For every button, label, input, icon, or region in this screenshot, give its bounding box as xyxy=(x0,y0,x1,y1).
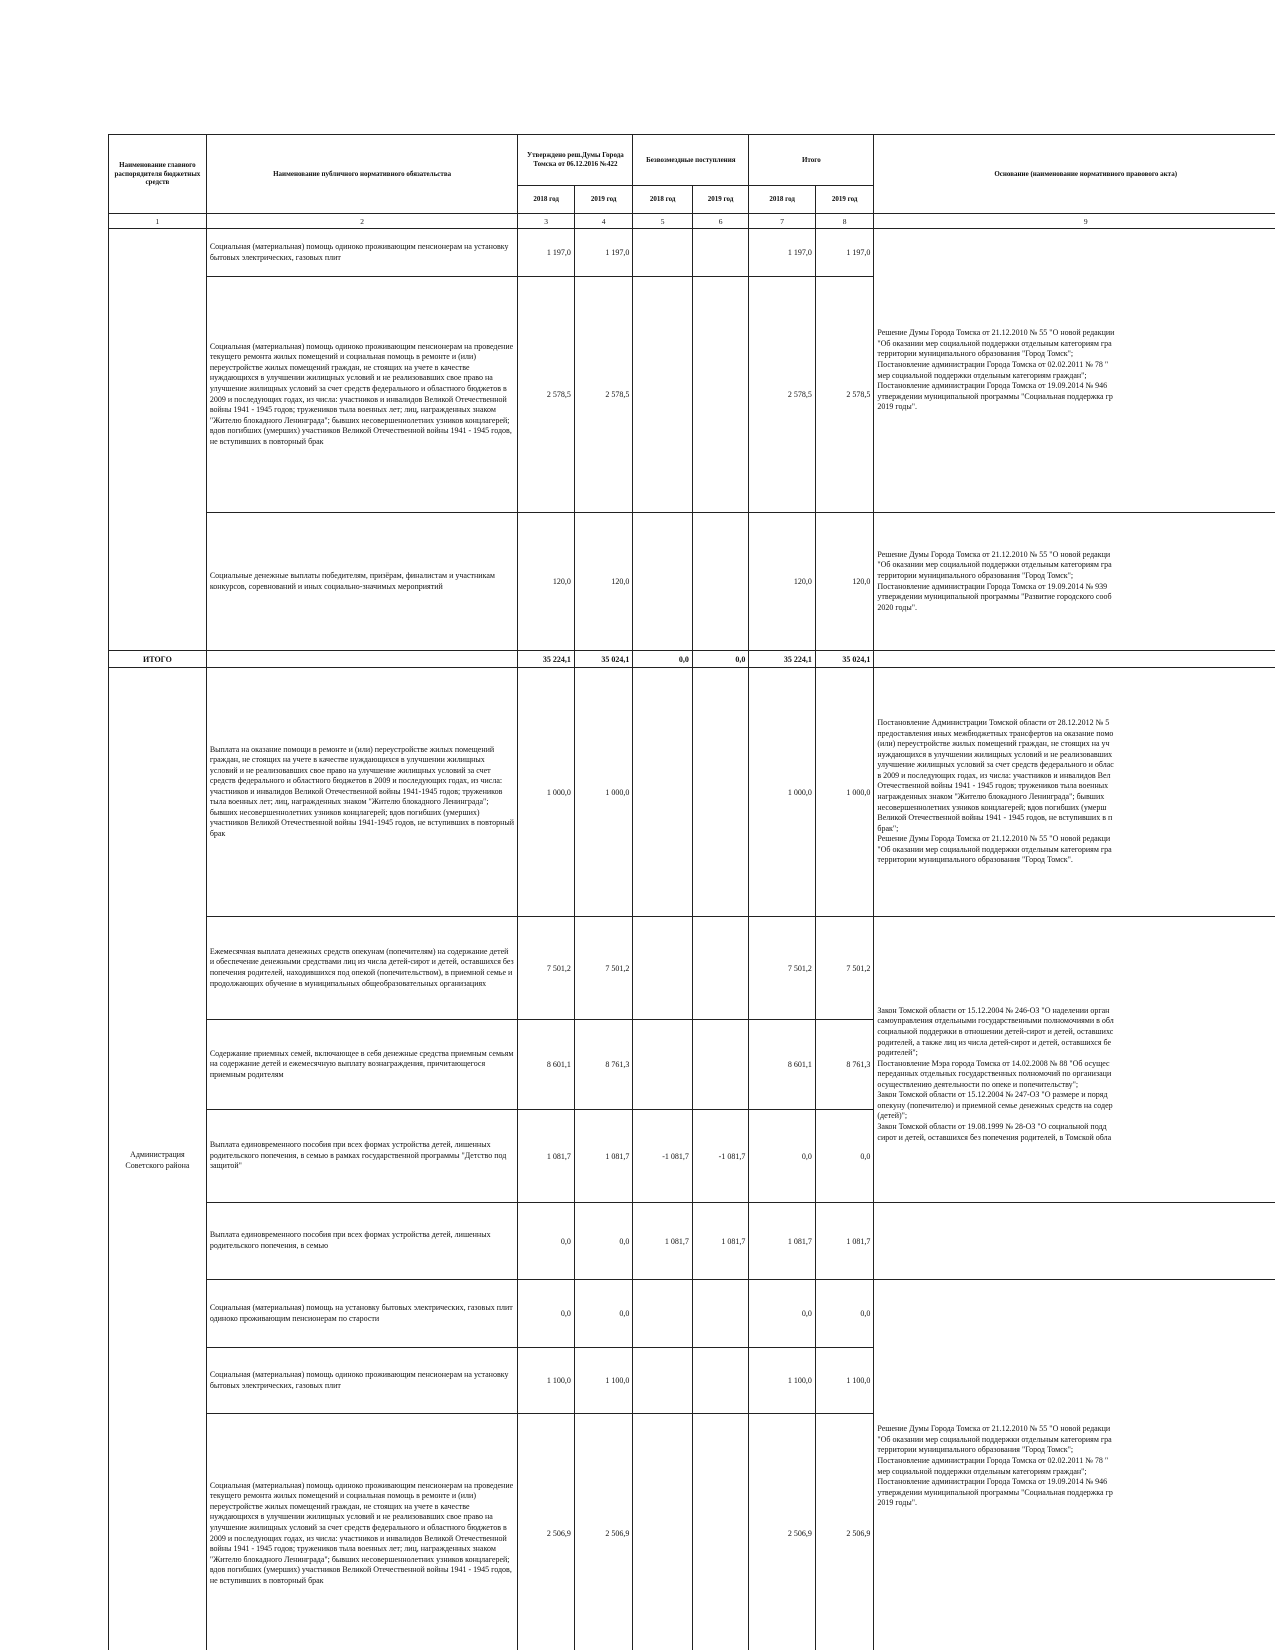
table-row xyxy=(109,917,1275,1020)
value-total-2018: 2 506,9 xyxy=(749,1414,816,1650)
value-approved-2018: 120,0 xyxy=(518,513,574,651)
value-approved-2018: 8 601,1 xyxy=(518,1020,574,1110)
total-free-2018: 0,0 xyxy=(633,651,692,668)
year-2019: 2019 год xyxy=(815,186,874,214)
value-total-2019: 0,0 xyxy=(815,1110,874,1203)
obligation-description: Социальная (материальная) помощь одиноко проживающим пенсионерам на проведение текущего ремонта жилых помещений и социальная помощь в ремонте и (или) переустройстве жилых помещений граждан, не стоящих на учете в качестве нуждающихся в улучшении жилищных условий и не реализовавших свое право на улучшение жилищных условий за счет средств федерального и областного бюджетов в 2009 и последующих годах, из числа: участников и инвалидов Великой Отечественной войны 1941 - 1945 годов; тружеников тыла военных лет; лиц, награжденных знаком "Жителю блокадного Ленинграда"; бывших несовершеннолетних узников концлагерей; вдов погибших (умерших) участников Великой Отечественной войны 1941 - 1945 годов, не вступивших в повторный брак xyxy=(206,1414,518,1650)
value-total-2018: 1 197,0 xyxy=(749,229,816,277)
legal-basis-empty xyxy=(874,1203,1275,1280)
column-numbers-row xyxy=(109,214,1275,229)
obligation-description: Выплата единовременного пособия при всех формах устройства детей, лишенных родительского попечения, в семью xyxy=(206,1203,518,1280)
value-approved-2018: 0,0 xyxy=(518,1203,574,1280)
legal-basis xyxy=(874,668,1275,917)
value-approved-2019: 0,0 xyxy=(574,1280,632,1348)
budget-obligations-table xyxy=(108,134,1275,1650)
value-total-2019: 2 578,5 xyxy=(815,277,874,513)
value-free-2018 xyxy=(633,1348,692,1414)
legal-basis xyxy=(874,229,1275,513)
table-row xyxy=(109,1203,1275,1280)
total-free-2019: 0,0 xyxy=(692,651,748,668)
total-basis-empty xyxy=(874,651,1275,668)
value-approved-2018: 7 501,2 xyxy=(518,917,574,1020)
value-total-2019: 2 506,9 xyxy=(815,1414,874,1650)
value-approved-2019: 2 578,5 xyxy=(574,277,632,513)
value-approved-2019: 8 761,3 xyxy=(574,1020,632,1110)
column-number: 8 xyxy=(815,214,874,229)
column-number: 9 xyxy=(874,214,1275,229)
value-approved-2018: 2 578,5 xyxy=(518,277,574,513)
table-row xyxy=(109,1280,1275,1348)
column-number: 4 xyxy=(574,214,632,229)
obligation-description: Социальная (материальная) помощь одиноко проживающим пенсионерам на проведение текущего ремонта жилых помещений и социальная помощь в ремонте и (или) переустройстве жилых помещений граждан, не стоящих на учете в качестве нуждающихся в улучшении жилищных условий и не реализовавших свое право на улучшение жилищных условий за счет средств федерального и областного бюджетов в 2009 и последующих годах, из числа: участников и инвалидов Великой Отечественной войны 1941 - 1945 годов; тружеников тыла военных лет; лиц, награжденных знаком "Жителю блокадного Ленинграда"; бывших несовершеннолетних узников концлагерей; вдов погибших (умерших) участников Великой Отечественной войны 1941 - 1945 годов, не вступивших в повторный брак xyxy=(206,277,518,513)
obligation-description: Социальная (материальная) помощь одиноко проживающим пенсионерам на установку бытовых электрических, газовых плит xyxy=(206,1348,518,1414)
total-total-2019: 35 024,1 xyxy=(815,651,874,668)
header-col1: Наименование главного распорядителя бюджетных средств xyxy=(109,135,207,214)
value-approved-2018: 0,0 xyxy=(518,1280,574,1348)
value-approved-2019: 1 000,0 xyxy=(574,668,632,917)
obligation-description: Выплата на оказание помощи в ремонте и (или) переустройстве жилых помещений граждан, не стоящих на учете в качестве нуждающихся в улучшении жилищных условий и не реализовавших свое право на улучшение жилищных условий за счет средств федерального и областного бюджетов в 2009 и последующих годах, из числа: участников и инвалидов Великой Отечественной войны 1941-1945 годов; тружеников тыла военных лет; лиц, награжденных знаком "Жителю блокадного Ленинграда"; бывших несовершеннолетних узников концлагерей; вдов погибших (умерших) участников Великой Отечественной войны 1941-1945 годов, не вступивших в повторный брак xyxy=(206,668,518,917)
total-row xyxy=(109,651,1275,668)
year-2018: 2018 год xyxy=(518,186,574,214)
obligation-description: Социальная (материальная) помощь одиноко проживающим пенсионерам на установку бытовых электрических, газовых плит xyxy=(206,229,518,277)
total-approved-2019: 35 024,1 xyxy=(574,651,632,668)
value-free-2018 xyxy=(633,513,692,651)
value-total-2018: 1 100,0 xyxy=(749,1348,816,1414)
value-free-2019 xyxy=(692,917,748,1020)
value-free-2019 xyxy=(692,1020,748,1110)
legal-basis-text: Решение Думы Города Томска от 21.12.2010 № 55 "О новой редакци "Об оказании мер социальной поддержки отдельным категориям гра территории муниципального образования "Город Томск"; Постановление администрации Города Томска от 02.02.2011 № 78 " мер социальной поддержки отдельным категориям граждан"; Постановление администрации Города Томска от 19.09.2014 № 946 утверждении муниципальной программы "Социальная поддержка гр 2019 годы". xyxy=(877,1424,1113,1508)
value-free-2018 xyxy=(633,668,692,917)
value-total-2018: 0,0 xyxy=(749,1110,816,1203)
value-free-2018 xyxy=(633,1280,692,1348)
legal-basis xyxy=(874,917,1275,1203)
table-row xyxy=(109,229,1275,277)
value-free-2018 xyxy=(633,229,692,277)
value-total-2019: 0,0 xyxy=(815,1280,874,1348)
obligation-description: Социальные денежные выплаты победителям, призёрам, финалистам и участникам конкурсов, соревнований и иных социально-значимых мероприятий xyxy=(206,513,518,651)
value-approved-2018: 1 100,0 xyxy=(518,1348,574,1414)
total-approved-2018: 35 224,1 xyxy=(518,651,574,668)
legal-basis xyxy=(874,513,1275,651)
value-approved-2019: 1 100,0 xyxy=(574,1348,632,1414)
column-number: 6 xyxy=(692,214,748,229)
value-total-2019: 1 081,7 xyxy=(815,1203,874,1280)
value-approved-2019: 0,0 xyxy=(574,1203,632,1280)
year-2019: 2019 год xyxy=(692,186,748,214)
header-free-receipts: Безвозмездные поступления xyxy=(633,135,749,186)
value-free-2019 xyxy=(692,229,748,277)
value-free-2019 xyxy=(692,668,748,917)
year-2018: 2018 год xyxy=(633,186,692,214)
value-free-2018 xyxy=(633,917,692,1020)
header-total: Итого xyxy=(749,135,874,186)
value-total-2018: 2 578,5 xyxy=(749,277,816,513)
value-free-2019: 1 081,7 xyxy=(692,1203,748,1280)
value-approved-2018: 1 000,0 xyxy=(518,668,574,917)
value-total-2018: 1 081,7 xyxy=(749,1203,816,1280)
header-col2: Наименование публичного нормативного обязательства xyxy=(206,135,518,214)
value-total-2018: 8 601,1 xyxy=(749,1020,816,1110)
table-row xyxy=(109,668,1275,917)
value-free-2019 xyxy=(692,513,748,651)
header-approved: Утверждено реш.Думы Города Томска от 06.12.2016 №422 xyxy=(518,135,633,186)
value-total-2018: 1 000,0 xyxy=(749,668,816,917)
value-free-2018 xyxy=(633,1020,692,1110)
obligation-description: Социальная (материальная) помощь на установку бытовых электрических, газовых плит одиноко проживающим пенсионерам по старости xyxy=(206,1280,518,1348)
legal-basis-text: Решение Думы Города Томска от 21.12.2010 № 55 "О новой редакци "Об оказании мер социальной поддержки отдельным категориям гра территории муниципального образования "Город Томск"; Постановление администрации Города Томска от 19.09.2014 № 939 утверждении муниципальной программы "Развитие городского сооб 2020 годы". xyxy=(877,549,1112,612)
column-number: 1 xyxy=(109,214,207,229)
value-approved-2019: 7 501,2 xyxy=(574,917,632,1020)
value-total-2018: 0,0 xyxy=(749,1280,816,1348)
column-number: 5 xyxy=(633,214,692,229)
header-basis: Основание (наименование нормативного правового акта) xyxy=(874,135,1275,214)
value-approved-2019: 1 197,0 xyxy=(574,229,632,277)
table-row xyxy=(109,513,1275,651)
owner-cell: Администрация Советского района xyxy=(109,668,207,1650)
value-total-2019: 120,0 xyxy=(815,513,874,651)
value-total-2018: 7 501,2 xyxy=(749,917,816,1020)
legal-basis-text: Решение Думы Города Томска от 21.12.2010 № 55 "О новой редакции "Об оказании мер социальной поддержки отдельным категориям гра территории муниципального образования "Город Томск"; Постановление администрации Города Томска от 02.02.2011 № 78 " мер социальной поддержки отдельным категориям граждан"; Постановление администрации Города Томска от 19.09.2014 № 946 утверждении муниципальной программы "Социальная поддержка гр 2019 годы". xyxy=(877,328,1115,412)
value-total-2019: 1 197,0 xyxy=(815,229,874,277)
value-approved-2018: 1 081,7 xyxy=(518,1110,574,1203)
value-approved-2019: 2 506,9 xyxy=(574,1414,632,1650)
value-approved-2018: 2 506,9 xyxy=(518,1414,574,1650)
value-approved-2019: 120,0 xyxy=(574,513,632,651)
value-approved-2019: 1 081,7 xyxy=(574,1110,632,1203)
legal-basis xyxy=(874,1280,1275,1650)
value-total-2019: 1 100,0 xyxy=(815,1348,874,1414)
value-total-2019: 7 501,2 xyxy=(815,917,874,1020)
value-free-2019 xyxy=(692,1414,748,1650)
total-total-2018: 35 224,1 xyxy=(749,651,816,668)
value-free-2019 xyxy=(692,1348,748,1414)
value-total-2019: 1 000,0 xyxy=(815,668,874,917)
obligation-description: Выплата единовременного пособия при всех формах устройства детей, лишенных родительского попечения, в семью в рамках государственной программы "Детство под защитой" xyxy=(206,1110,518,1203)
value-free-2019: -1 081,7 xyxy=(692,1110,748,1203)
obligation-description: Ежемесячная выплата денежных средств опекунам (попечителям) на содержание детей и обеспечение денежными средствами лиц из числа детей-сирот и детей, оставшихся без попечения родителей, находившихся под опекой (попечительством), в приемной семье и продолжающих обучение в муниципальных общеобразовательных организациях xyxy=(206,917,518,1020)
header-row xyxy=(109,135,1275,186)
year-2019: 2019 год xyxy=(574,186,632,214)
legal-basis-text: Закон Томской области от 15.12.2004 № 246-ОЗ "О наделении орган самоуправления отдельными государственными полномочиями в обл социальной поддержки в отношении детей-сирот и детей, оставшихс родителей, а также лиц из числа детей-сирот и детей, оставшихся бе родителей"; Постановление Мэра города Томска от 14.02.2008 № 88 "Об осущес переданных отдельных государственных полномочий по организаци осуществлению деятельности по опеке и попечительству"; Закон Томской области от 15.12.2004 № 247-ОЗ "О размере и поряд опекуну (попечителю) и приемной семье денежных средств на содер (детей)"; Закон Томской области от 19.08.1999 № 28-ОЗ "О социальной подд сирот и детей, оставшихся без попечения родителей, в Томской обла xyxy=(877,1005,1114,1142)
value-free-2018 xyxy=(633,1414,692,1650)
value-total-2019: 8 761,3 xyxy=(815,1020,874,1110)
column-number: 3 xyxy=(518,214,574,229)
value-free-2019 xyxy=(692,277,748,513)
year-2018: 2018 год xyxy=(749,186,816,214)
legal-basis-text: Постановление Администрации Томской области от 28.12.2012 № 5 предоставления иных межбюджетных трансфертов на оказание помо (или) переустройстве жилых помещений граждан, не стоящих на уч нуждающихся в улучшении жилищных условий и не реализовавших улучшение жилищных условий за счет средств федерального и облас в 2009 и последующих годах, из числа: участников и инвалидов Вел Отечественной войны 1941 - 1945 годов; тружеников тыла военных награжденных знаком "Жителю блокадного Ленинграда"; бывших несовершеннолетних узников концлагерей; вдов погибших (умерш Великой Отечественной войны 1941 - 1945 годов, не вступивших в п брак"; Решение Думы Города Томска от 21.12.2010 № 55 "О новой редакци "Об оказании мер социальной поддержки отдельным категориям гра территории муниципального образования "Город Томск". xyxy=(877,718,1114,865)
owner-cell xyxy=(109,229,207,651)
column-number: 7 xyxy=(749,214,816,229)
value-total-2018: 120,0 xyxy=(749,513,816,651)
value-free-2018: 1 081,7 xyxy=(633,1203,692,1280)
total-label: ИТОГО xyxy=(109,651,207,668)
total-empty xyxy=(206,651,518,668)
obligation-description: Содержание приемных семей, включающее в себя денежные средства приемным семьям на содержание детей и ежемесячную выплату вознаграждения, причитающегося приемным родителям xyxy=(206,1020,518,1110)
value-approved-2018: 1 197,0 xyxy=(518,229,574,277)
value-free-2018 xyxy=(633,277,692,513)
column-number: 2 xyxy=(206,214,518,229)
value-free-2018: -1 081,7 xyxy=(633,1110,692,1203)
value-free-2019 xyxy=(692,1280,748,1348)
